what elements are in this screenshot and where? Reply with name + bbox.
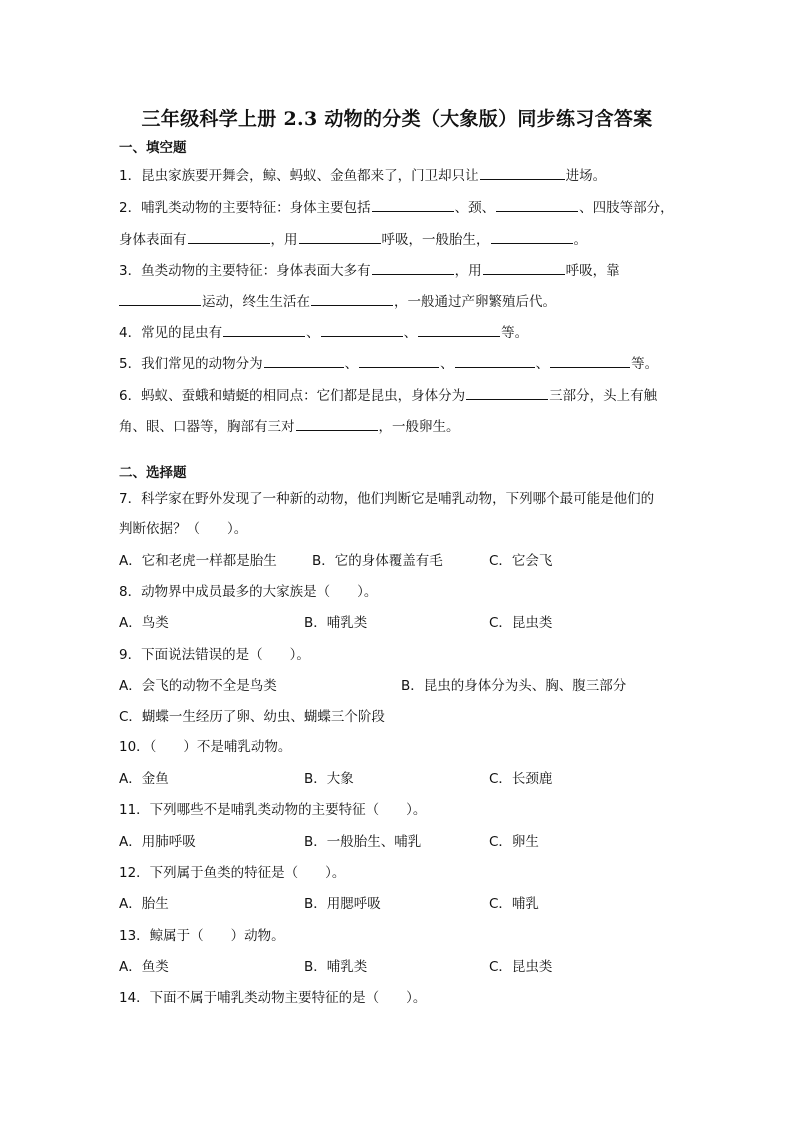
question-10-option-a[interactable]: A．金鱼 [119,771,169,787]
question-12-option-b[interactable]: B．用腮呼吸 [304,896,381,912]
answer-blank[interactable] [496,198,578,212]
question-8-option-a[interactable]: A．鸟类 [119,615,169,631]
section-heading-multiple-choice: 二、选择题 [119,465,187,481]
question-12-stem: 12．下列属于鱼类的特征是（ ）。 [119,865,346,881]
question-6-line-1: 6．蚂蚁、蚕蛾和蜻蜓的相同点：它们都是昆虫，身体分为 三部分，头上有触 [119,388,658,404]
question-7-option-c[interactable]: C．它会飞 [489,553,553,569]
question-11-option-b[interactable]: B．一般胎生、哺乳 [304,834,422,850]
question-8-option-c[interactable]: C．昆虫类 [489,615,553,631]
question-8-option-b[interactable]: B．哺乳类 [304,615,368,631]
question-3-line-1: 3．鱼类动物的主要特征：身体表面大多有 ，用 呼吸，靠 [119,263,620,279]
question-11-option-a[interactable]: A．用肺呼吸 [119,834,196,850]
answer-blank[interactable] [455,354,535,368]
question-2-line-1: 2．哺乳类动物的主要特征：身体主要包括 、颈、 、四肢等部分， [119,200,674,216]
answer-blank[interactable] [372,198,454,212]
question-7-option-b[interactable]: B．它的身体覆盖有毛 [312,553,443,569]
question-2-line-2: 身体表面有 ，用 呼吸，一般胎生， 。 [119,232,587,248]
answer-blank[interactable] [119,292,201,306]
question-9-option-c[interactable]: C．蝴蝶一生经历了卵、幼虫、蝴蝶三个阶段 [119,709,385,725]
question-13-option-c[interactable]: C．昆虫类 [489,959,553,975]
page-title: 三年级科学上册 2.3 动物的分类（大象版）同步练习含答案 [141,108,653,130]
question-11-option-c[interactable]: C．卵生 [489,834,539,850]
answer-blank[interactable] [299,230,381,244]
question-12-option-a[interactable]: A．胎生 [119,896,169,912]
question-9-option-a[interactable]: A．会飞的动物不全是鸟类 [119,678,277,694]
answer-blank[interactable] [480,166,565,180]
question-11-stem: 11．下列哪些不是哺乳类动物的主要特征（ ）。 [119,802,427,818]
question-9-option-b[interactable]: B．昆虫的身体分为头、胸、腹三部分 [401,678,627,694]
question-12-option-c[interactable]: C．哺乳 [489,896,539,912]
question-7-option-a[interactable]: A．它和老虎一样都是胎生 [119,553,277,569]
question-4: 4．常见的昆虫有 、 、 等。 [119,325,529,341]
question-7-stem-line-1: 7．科学家在野外发现了一种新的动物，他们判断它是哺乳动物，下列哪个最可能是他们的 [119,491,655,507]
question-13-stem: 13．鲸属于（ ）动物。 [119,928,285,944]
question-10-option-c[interactable]: C．长颈鹿 [489,771,553,787]
answer-blank[interactable] [359,354,439,368]
question-7-stem-line-2: 判断依据？（ ）。 [119,521,248,537]
question-10-option-b[interactable]: B．大象 [304,771,354,787]
question-10-stem: 10．（ ）不是哺乳动物。 [119,739,292,755]
answer-blank[interactable] [466,386,548,400]
answer-blank[interactable] [418,323,500,337]
answer-blank[interactable] [321,323,403,337]
question-8-stem: 8．动物界中成员最多的大家族是（ ）。 [119,584,378,600]
answer-blank[interactable] [188,230,270,244]
answer-blank[interactable] [223,323,305,337]
question-14-stem: 14．下面不属于哺乳类动物主要特征的是（ ）。 [119,990,427,1006]
answer-blank[interactable] [491,230,573,244]
question-9-stem: 9．下面说法错误的是（ ）。 [119,647,310,663]
answer-blank[interactable] [483,261,565,275]
question-13-option-a[interactable]: A．鱼类 [119,959,169,975]
answer-blank[interactable] [264,354,344,368]
answer-blank[interactable] [311,292,393,306]
question-5: 5．我们常见的动物分为 、 、 、 等。 [119,356,659,372]
question-3-line-2: 运动，终生生活在 ，一般通过产卵繁殖后代。 [119,292,556,311]
answer-blank[interactable] [372,261,454,275]
answer-blank[interactable] [550,354,630,368]
question-13-option-b[interactable]: B．哺乳类 [304,959,368,975]
question-6-line-2: 角、眼、口器等，胸部有三对 ，一般卵生。 [119,419,460,435]
answer-blank[interactable] [296,417,378,431]
question-1: 1．昆虫家族要开舞会，鲸、蚂蚁、金鱼都来了，门卫却只让 进场。 [119,168,607,184]
section-heading-fill-blank: 一、填空题 [119,140,187,156]
